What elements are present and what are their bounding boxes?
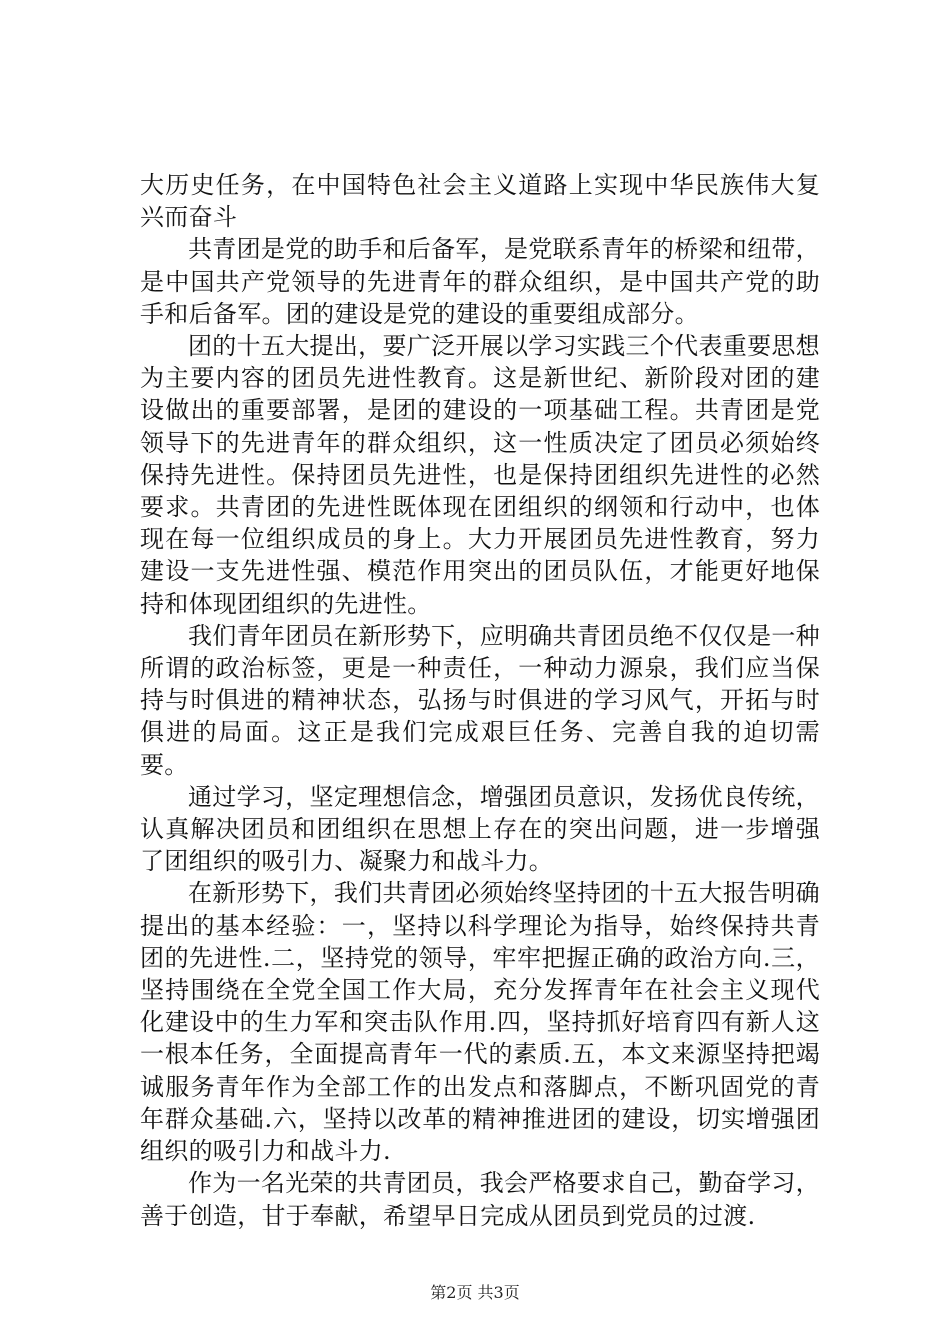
page-number-label: 第2页 共3页 [430,1283,520,1302]
paragraph-7: 作为一名光荣的共青团员，我会严格要求自己，勤奋学习，善于创造，甘于奉献，希望早日完成从团员到党员的过渡. [140,1169,820,1230]
paragraph-4: 我们青年团员在新形势下，应明确共青团员绝不仅仅是一种所谓的政治标签，更是一种责任，一种动力源泉，我们应当保持与时俱进的精神状态，弘扬与时俱进的学习风气，开拓与时俱进的局面。这正是我们完成艰巨任务、完善自我的迫切需要。 [140,621,820,779]
paragraph-3: 团的十五大提出，要广泛开展以学习实践三个代表重要思想为主要内容的团员先进性教育。这是新世纪、新阶段对团的建设做出的重要部署，是团的建设的一项基础工程。共青团是党领导下的先进青年的群众组织，这一性质决定了团员必须始终保持先进性。保持团员先进性，也是保持团组织先进性的必然要求。共青团的先进性既体现在团组织的纲领和行动中，也体现在每一位组织成员的身上。大力开展团员先进性教育，努力建设一支先进性强、模范作用突出的团员队伍，才能更好地保持和体现团组织的先进性。 [140,332,820,618]
page-footer [0,1283,950,1303]
document-body [140,169,820,1232]
paragraph-2: 共青团是党的助手和后备军，是党联系青年的桥梁和纽带，是中国共产党领导的先进青年的群众组织，是中国共产党的助手和后备军。团的建设是党的建设的重要组成部分。 [140,235,820,328]
paragraph-1: 大历史任务，在中国特色社会主义道路上实现中华民族伟大复兴而奋斗 [140,171,820,232]
paragraph-6: 在新形势下，我们共青团必须始终坚持团的十五大报告明确提出的基本经验：一，坚持以科学理论为指导，始终保持共青团的先进性.二，坚持党的领导，牢牢把握正确的政治方向.三，坚持围绕在全党全国工作大局，充分发挥青年在社会主义现代化建设中的生力军和突击队作用.四，坚持抓好培育四有新人这一根本任务，全面提高青年一代的素质.五，本文来源坚持把竭诚服务青年作为全部工作的出发点和落脚点，不断巩固党的青年群众基础.六，坚持以改革的精神推进团的建设，切实增强团组织的吸引力和战斗力. [140,879,820,1166]
paragraph-5: 通过学习，坚定理想信念，增强团员意识，发扬优良传统，认真解决团员和团组织在思想上存在的突出问题，进一步增强了团组织的吸引力、凝聚力和战斗力。 [140,782,820,876]
